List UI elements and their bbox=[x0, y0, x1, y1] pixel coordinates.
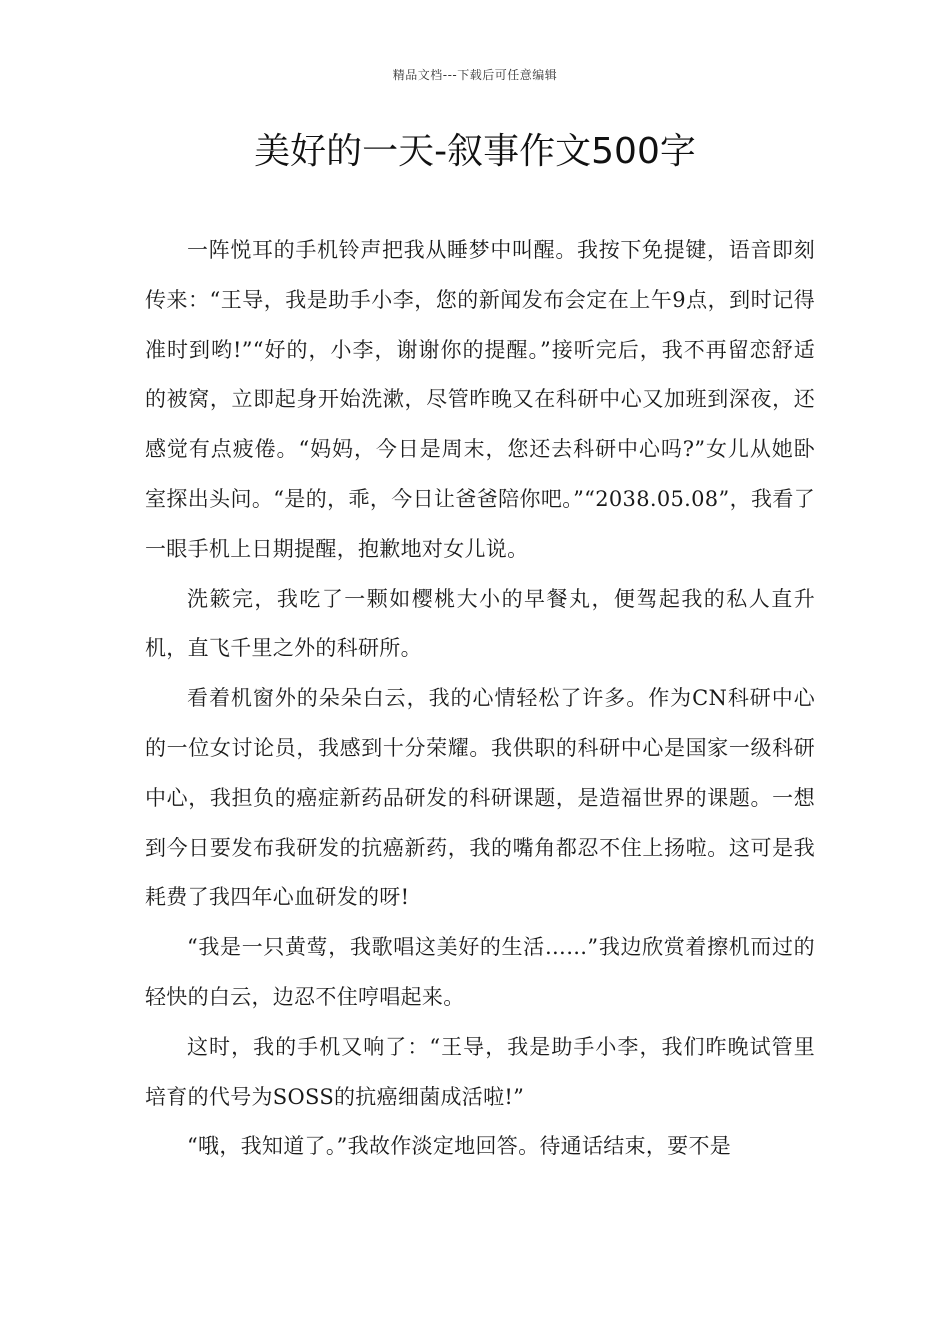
paragraph: “我是一只黄莺，我歌唱这美好的生活……”我边欣赏着擦机而过的轻快的白云，边忍不住哼唱起来。 bbox=[145, 935, 815, 1009]
paragraph: 洗簌完，我吃了一颗如樱桃大小的早餐丸，便驾起我的私人直升机，直飞千里之外的科研所。 bbox=[145, 586, 815, 661]
paragraph: 这时，我的手机又响了：“王导，我是助手小李，我们昨晚试管里培育的代号为SOSS的抗癌细菌成活啦!” bbox=[145, 1034, 815, 1109]
page-title: 美好的一天-叙事作文500字 bbox=[254, 131, 696, 172]
paragraph: “哦，我知道了。”我故作淡定地回答。待通话结束，要不是 bbox=[187, 1134, 732, 1159]
article-body bbox=[145, 226, 815, 1172]
header-note: 精品文档---下载后可任意编辑 bbox=[392, 68, 558, 82]
paragraph: 一阵悦耳的手机铃声把我从睡梦中叫醒。我按下免提键，语音即刻传来：“王导，我是助手小李，您的新闻发布会定在上午9点，到时记得准时到哟!”“好的，小李，谢谢你的提醒。”接听完后，我不再留恋舒适的被窝，立即起身开始洗漱，尽管昨晚又在科研中心又加班到深夜，还感觉有点疲倦。“妈妈，今日是周末，您还去科研中心吗?”女儿从她卧室探出头问。“是的，乖，今日让爸爸陪你吧。”“2038.05.08”，我看了一眼手机上日期提醒，抱歉地对女儿说。 bbox=[145, 238, 815, 561]
paragraph: 看着机窗外的朵朵白云，我的心情轻松了许多。作为CN科研中心的一位女讨论员，我感到十分荣耀。我供职的科研中心是国家一级科研中心，我担负的癌症新药品研发的科研课题，是造福世界的课题。一想到今日要发布我研发的抗癌新药，我的嘴角都忍不住上扬啦。这可是我耗费了我四年心血研发的呀! bbox=[145, 686, 815, 910]
